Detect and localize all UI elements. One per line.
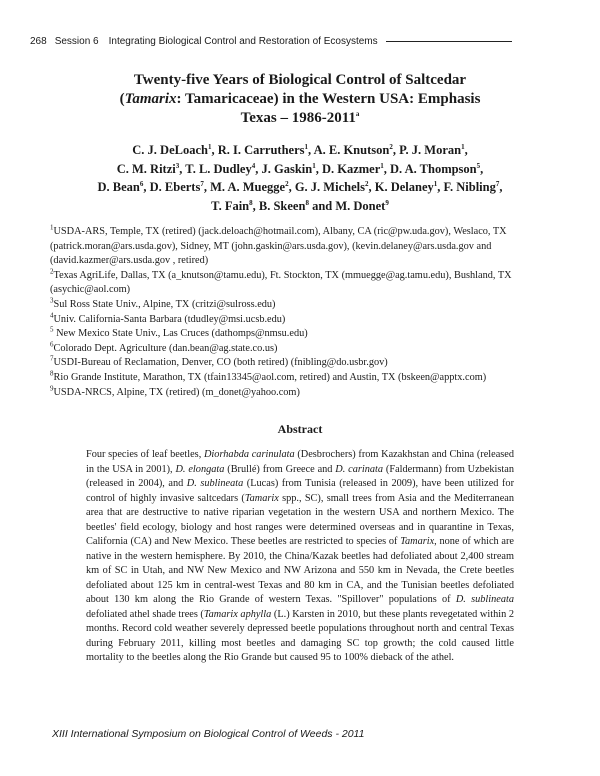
author: T. Fain [211, 198, 250, 213]
author: D. Eberts [149, 180, 201, 194]
abstract-taxon: Tamarix [244, 492, 279, 504]
abstract-taxon: D. sublineata [455, 594, 514, 605]
affiliation-text: New Mexico State Univ., Las Cruces (dathomps@nmsu.edu) [53, 328, 308, 340]
author: D. A. Thompson [390, 161, 477, 176]
abstract-taxon: D. carinata [335, 463, 384, 475]
title-line-1: Twenty-five Years of Biological Control of Saltcedar [133, 72, 467, 88]
abstract-text: (Faldermann) from Uzbekistan (released in 2004), and [86, 463, 514, 489]
header-rule [386, 41, 512, 42]
title-line-3: Texas – 1986-2011$^a$ [240, 110, 360, 126]
affiliation-number: 5 [50, 325, 54, 334]
affiliation-text: USDA-NRCS, Alpine, TX (retired) (m_donet@yahoo.com) [53, 386, 300, 398]
author: M. Donet [335, 198, 386, 213]
author: F. Nibling [443, 180, 496, 194]
author-affiliation-mark: 4 [251, 161, 256, 170]
author-affiliation-mark: 1 [304, 142, 309, 151]
abstract-text: defoliated athel shade trees ( [86, 608, 204, 620]
affiliation [50, 269, 550, 298]
abstract-text: (L.) Karsten in 2010, but these plants revegetated within 2 months. Record cold weather severely depressed beetle populations throughout north and central Texas during February 2011, killing most beetles and damaging SC top growth; the cold caused little mortality to the beetles along the Rio Grande but caused 95 to 100% dieback of the athel. [86, 608, 514, 663]
session-title: Integrating Biological Control and Restoration of Ecosystems [108, 36, 378, 47]
abstract-taxon: Tamarix [400, 536, 435, 547]
affiliation [50, 386, 550, 401]
author-affiliation-mark: 8 [249, 198, 253, 207]
affiliation-number: 7 [50, 354, 54, 363]
title-footnote-mark: a [355, 110, 360, 118]
affiliation [50, 356, 550, 371]
abstract-text: (Desbrochers) from Kazakhstan and China (released in the USA in 2001), [86, 449, 514, 475]
author-affiliation-mark: 2 [285, 179, 289, 188]
abstract-text: spp., SC), small trees from Asia and the Mediterranean area that are destructive to native riparian vegetation in the western USA and northern Mexico. The beetles' field ecology, biology and host ranges were determined overseas and in quarantine in Texas, California (CA) and New Mexico. These beetles are restricted to species of [86, 492, 514, 547]
abstract-taxon: Tamarix aphylla [203, 608, 272, 620]
author: C. M. Ritzi [116, 161, 176, 176]
abstract-text: Four species of leaf beetles, [86, 449, 204, 460]
session-label: Session 6 [54, 36, 99, 47]
abstract-text: , none of which are native in the western hemisphere. By 2010, the China/Kazak beetles had defoliated about 2,400 stream km of SC in Utah, and NW New Mexico and NW Arizona and 550 km in Nevada, the Crete beetles defoliated about 125 km in central-west Texas and 80 km in CA, and the Tunisian beetles defoliated about 130 km along the Rio Grande of western Texas. "Spillover" populations of [86, 536, 514, 605]
affiliation-number: 2 [50, 267, 54, 276]
author: A. E. Knutson [313, 143, 390, 157]
author-affiliation-mark: 8 [305, 198, 309, 207]
affiliation-text: Univ. California-Santa Barbara (tdudley@msi.ucsb.edu) [53, 313, 286, 325]
author: K. Delaney [374, 180, 434, 194]
author-affiliation-mark: 1 [461, 142, 465, 151]
affiliation-number: 8 [50, 369, 54, 378]
author-affiliation-mark: 1 [312, 161, 316, 170]
author-affiliation-mark: 2 [364, 179, 369, 188]
author: G. J. Michels [294, 180, 365, 194]
author: C. J. DeLoach [132, 143, 208, 157]
abstract-text: (Brullé) from Greece and [224, 463, 336, 475]
abstract-taxon: Diorhabda carinulata [204, 449, 295, 460]
author: R. I. Carruthers [217, 143, 305, 157]
abstract-taxon: D. sublineata [186, 478, 244, 489]
author-affiliation-mark: 5 [476, 161, 481, 170]
author: B. Skeen [258, 198, 306, 213]
affiliation-text: Texas AgriLife, Dallas, TX (a_knutson@tamu.edu), Ft. Stockton, TX (mmuegge@ag.tamu.edu), Bushland, TX (asychic@aol.com) [50, 269, 512, 296]
affiliation-list [50, 225, 550, 400]
abstract-body [86, 448, 514, 666]
author: J. Gaskin [261, 161, 313, 176]
author-list: C. J. DeLoach$^1$, R. I. Carruthers$^1$, A. E. Knutson$^2$, P. J. Moran$^1$, C. M. Ritzi$^3$, T. L. Dudley$^4$, J. Gaskin$^1$, D. Kazmer$^1$, D. A. Thompson$^5$, D. Bean$^6$, D. Eberts$^7$, M. A. Muegge$^2$, G. J. Michels$^2$, K. Delaney$^1$, F. Nibling$^7$, T. Fain$^8$, B. Skeen$^8$ and M. Donet$^9$ [97, 142, 503, 213]
running-footer: XIII International Symposium on Biological Control of Weeds - 2011 [52, 728, 365, 740]
affiliation [50, 225, 550, 269]
abstract-heading: Abstract [277, 422, 323, 436]
author: M. A. Muegge [210, 180, 286, 194]
author-affiliation-mark: 9 [385, 198, 389, 207]
author: P. J. Moran [399, 143, 462, 157]
affiliation-text: Sul Ross State Univ., Alpine, TX (critzi@sulross.edu) [53, 298, 276, 310]
affiliation [50, 298, 550, 313]
author: D. Kazmer [321, 161, 381, 176]
title-line-2: (Tamarix: Tamaricaceae) in the Western USA: Emphasis [119, 91, 481, 107]
affiliation-number: 4 [50, 311, 54, 320]
affiliation-text: USDA-ARS, Temple, TX (retired) (jack.deloach@hotmail.com), Albany, CA (ric@pw.uda.gov), Weslaco, TX (patrick.moran@ars.usda.gov), Sidney, MT (john.gaskin@ars.usda.gov), (kevin.delaney@ars.usda.gov and (david.kazmer@ars.usda.gov , retired) [50, 226, 507, 267]
author-affiliation-mark: 1 [433, 179, 438, 188]
author: T. L. Dudley [185, 161, 252, 176]
author-affiliation-mark: 6 [139, 179, 144, 188]
running-header [30, 36, 512, 47]
paper-title [60, 71, 540, 128]
author-affiliation-mark: 1 [207, 142, 212, 151]
abstract-text: (Lucas) from Tunisia (released in 2009), have been utilized for control of highly invasive saltcedars ( [86, 478, 514, 504]
affiliation-text: Rio Grande Institute, Marathon, TX (tfain13345@aol.com, retired) and Austin, TX (bskeen@apptx.com) [53, 371, 487, 383]
author-affiliation-mark: 7 [495, 179, 500, 188]
author: D. Bean [97, 180, 140, 194]
author-affiliation-mark: 1 [380, 161, 384, 170]
affiliation [50, 342, 550, 357]
affiliation-text: Colorado Dept. Agriculture (dan.bean@ag.state.co.us) [53, 342, 278, 354]
affiliation [50, 313, 550, 328]
affiliation-number: 3 [50, 296, 54, 305]
author-affiliation-mark: 3 [175, 161, 180, 170]
affiliation-number: 9 [50, 384, 54, 393]
page-number: 268 [30, 36, 47, 47]
affiliation-text: USDI-Bureau of Reclamation, Denver, CO (both retired) (fnibling@do.usbr.gov) [53, 357, 388, 369]
affiliation [50, 371, 550, 386]
affiliation-number: 6 [50, 340, 54, 349]
abstract-taxon: D. elongata [175, 463, 225, 475]
affiliation [50, 327, 550, 342]
author-affiliation-mark: 2 [389, 142, 393, 151]
affiliation-number: 1 [50, 223, 54, 232]
title-genus: Tamarix [124, 91, 177, 107]
author-affiliation-mark: 7 [200, 179, 204, 188]
